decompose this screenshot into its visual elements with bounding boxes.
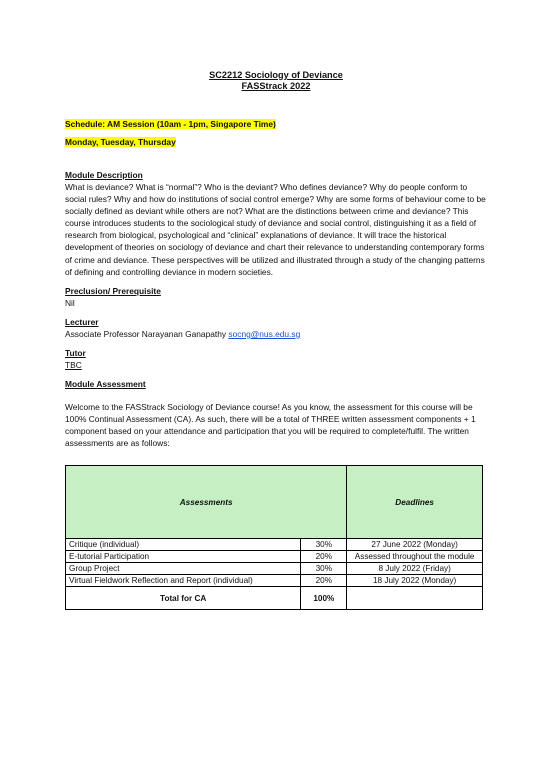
lecturer-section bbox=[65, 317, 487, 340]
assessment-intro: Welcome to the FASStrack Sociology of Deviance course! As you know, the assessment for this course will be 100% Continual Assessment (CA). As such, there will be a total of THREE written assessment components + 1 component based on your attendance and participation that you will be required to complete/fulfil. The written assessments are as follows: bbox=[65, 402, 476, 449]
row-name: E-tutorial Participation bbox=[66, 551, 301, 563]
table-row bbox=[66, 575, 483, 587]
document-content bbox=[65, 70, 487, 610]
preclusion-section bbox=[65, 286, 487, 309]
tutor-section bbox=[65, 348, 487, 371]
table-header-row bbox=[66, 466, 483, 539]
assessment-heading: Module Assessment bbox=[65, 379, 146, 390]
row-weight: 30% bbox=[301, 563, 347, 575]
total-label: Total for CA bbox=[66, 587, 301, 610]
table-row bbox=[66, 539, 483, 551]
table-row bbox=[66, 551, 483, 563]
row-weight: 20% bbox=[301, 551, 347, 563]
lecturer-name: Associate Professor Narayanan Ganapathy bbox=[65, 328, 229, 339]
row-weight: 30% bbox=[301, 539, 347, 551]
tutor-heading: Tutor bbox=[65, 347, 86, 358]
total-value: 100% bbox=[301, 587, 347, 610]
course-subtitle: FASStrack 2022 bbox=[241, 81, 311, 91]
lecturer-line bbox=[65, 328, 487, 340]
tutor-value: TBC bbox=[65, 359, 82, 370]
preclusion-value: Nil bbox=[65, 297, 75, 308]
assessment-table bbox=[65, 465, 483, 610]
course-title: SC2212 Sociology of Deviance bbox=[209, 70, 343, 80]
schedule-block bbox=[65, 114, 487, 150]
header-assessments: Assessments bbox=[66, 466, 347, 539]
table-total-row bbox=[66, 587, 483, 610]
module-description-section bbox=[65, 170, 487, 278]
header-deadlines: Deadlines bbox=[347, 466, 483, 539]
row-name: Critique (individual) bbox=[66, 539, 301, 551]
schedule-days: Monday, Tuesday, Thursday bbox=[65, 137, 176, 147]
table-row bbox=[66, 563, 483, 575]
assessment-section bbox=[65, 379, 487, 610]
module-description-text: What is deviance? What is “normal”? Who is the deviant? Who defines deviance? Why do people conform to social rules? Why and how do institutions of social control emerge? Why are some forms of behaviour come to be socially defined as deviant while others are not? What are the distinctions between crime and deviance? This course introduces students to the sociological study of deviance and social control, distinguishing it as a field of research from biological, psychological and “clinical” explanations of deviance. It will trace the historical development of theories on sociology of deviance and chart their relevance to understanding contemporary forms of crime and deviance. These perspectives will be utilized and illustrated through a study of the changing patterns of defining and controlling deviance in modern societies. bbox=[65, 182, 486, 277]
preclusion-heading: Preclusion/ Prerequisite bbox=[65, 285, 161, 296]
total-deadline-empty bbox=[347, 587, 483, 610]
row-name: Virtual Fieldwork Reflection and Report (individual) bbox=[66, 575, 301, 587]
row-deadline: 18 July 2022 (Monday) bbox=[347, 575, 483, 587]
row-deadline: 8 July 2022 (Friday) bbox=[347, 563, 483, 575]
lecturer-email-link[interactable]: socng@nus.edu.sg bbox=[228, 328, 301, 339]
row-deadline: 27 June 2022 (Monday) bbox=[347, 539, 483, 551]
row-weight: 20% bbox=[301, 575, 347, 587]
module-description-heading: Module Description bbox=[65, 170, 143, 180]
row-name: Group Project bbox=[66, 563, 301, 575]
schedule-time: Schedule: AM Session (10am - 1pm, Singapore Time) bbox=[65, 119, 276, 129]
row-deadline: Assessed throughout the module bbox=[347, 551, 483, 563]
lecturer-heading: Lecturer bbox=[65, 316, 99, 327]
